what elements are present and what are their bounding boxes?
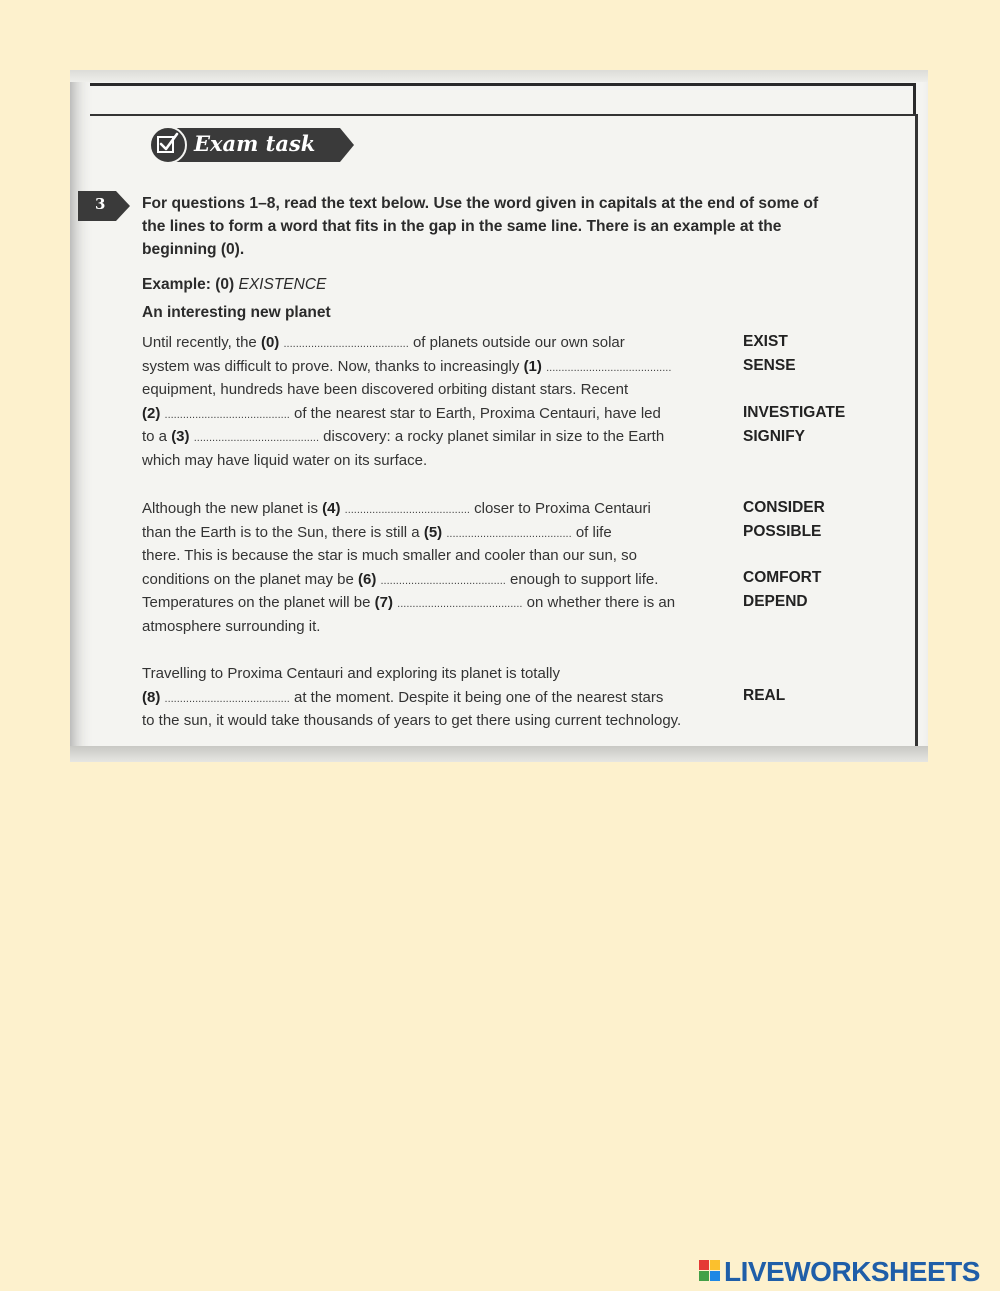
example-line (142, 276, 326, 294)
gap-number: (2) (142, 404, 161, 422)
text-heading: An interesting new planet (142, 304, 331, 321)
text-line: than the Earth is to the Sun, there is still a (5) ......................................... of life (142, 523, 612, 541)
scan-edge (70, 70, 928, 82)
capital-word: DEPEND (743, 593, 808, 610)
liveworksheets-logo-icon (699, 1260, 721, 1282)
example-label: Example: (142, 276, 211, 293)
gap-dots: ......................................... (397, 598, 523, 610)
gap-dots: ......................................... (193, 432, 320, 444)
gap-dots: ......................................... (344, 504, 470, 516)
gap-number: (8) (142, 688, 161, 706)
banner-title: Exam task (194, 131, 316, 156)
text-line: there. This is because the star is much smaller and cooler than our sun, so (142, 547, 637, 564)
text-line: (2) ......................................... of the nearest star to Earth, Proxima Centauri, have led (142, 404, 661, 422)
text-line: to the sun, it would take thousands of years to get there using current technology. (142, 712, 682, 729)
text-line: (8) ......................................... at the moment. Despite it being one of the nearest stars (142, 688, 664, 706)
capital-word: INVESTIGATE (743, 404, 846, 421)
worksheet-scan (70, 70, 928, 762)
capital-word: SIGNIFY (743, 428, 806, 445)
gap-dots: ......................................... (283, 338, 409, 350)
text-line: which may have liquid water on its surface. (142, 451, 428, 469)
text-line: system was difficult to prove. Now, thanks to increasingly (1) ......................................... (142, 357, 672, 375)
example-marker: (0) (215, 276, 235, 293)
exam-task-banner (148, 126, 356, 164)
gap-dots: ......................................... (164, 692, 290, 705)
question-number-badge (78, 191, 130, 221)
text-line: to a (3) ......................................... discovery: a rocky planet similar in size to the Earth (142, 428, 665, 445)
gap-number: (7) (374, 594, 393, 611)
text-line: Although the new planet is (4) ......................................... closer to Proxima Centauri (142, 500, 651, 517)
frame-rule-top (90, 83, 916, 86)
gap-number: (5) (423, 523, 443, 541)
paragraph-3 (142, 662, 742, 733)
text-line: Until recently, the (0) ......................................... of planets outside our own solar (142, 334, 625, 351)
frame-rule-right (913, 83, 916, 115)
gap-number: (1) (523, 357, 542, 375)
capital-word: REAL (743, 687, 786, 704)
capital-word: EXIST (743, 333, 788, 350)
paragraph-2 (142, 497, 742, 638)
capital-word: CONSIDER (743, 499, 825, 516)
text-line: atmosphere surrounding it. (142, 617, 321, 635)
text-line: equipment, hundreds have been discovered orbiting distant stars. Recent (142, 381, 629, 398)
text-line: Temperatures on the planet will be (7) ......................................... on whether there is an (142, 594, 676, 611)
gap-number: (3) (171, 428, 190, 445)
brand-name: LIVEWORKSHEETS (724, 1256, 980, 1287)
gap-number: (4) (322, 500, 341, 517)
capital-word: COMFORT (743, 569, 822, 586)
gap-number: (0) (260, 334, 280, 351)
capital-word: POSSIBLE (743, 523, 822, 540)
gap-dots: ......................................... (164, 408, 290, 421)
paragraph-1 (142, 331, 742, 472)
gap-dots: ......................................... (446, 527, 572, 540)
gap-number: (6) (357, 570, 377, 588)
instructions: For questions 1–8, read the text below. Use the word given in capitals at the end of some of the lines to form a word that fits in the gap in the same line. There is an example at the beginning (0). (142, 195, 819, 258)
scan-edge-bottom (70, 746, 928, 762)
text-line: conditions on the planet may be (6) ......................................... enough to support life. (142, 570, 659, 588)
capital-word: SENSE (743, 357, 796, 374)
question-number: 3 (95, 195, 106, 213)
text-line: Travelling to Proxima Centauri and exploring its planet is totally (142, 665, 560, 682)
gap-dots: ......................................... (546, 361, 672, 374)
example-answer: EXISTENCE (238, 276, 327, 293)
gap-dots: ......................................... (380, 574, 506, 587)
